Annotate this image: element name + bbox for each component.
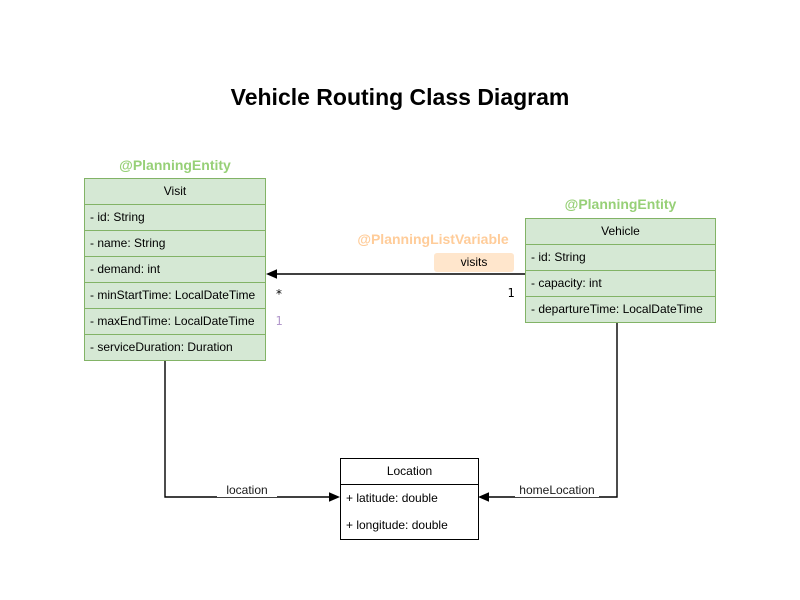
vehicle-attribute: - departureTime: LocalDateTime — [531, 302, 703, 316]
visits-multiplicity-at-visit: * — [275, 287, 283, 301]
visit-attribute: - maxEndTime: LocalDateTime — [85, 309, 265, 335]
visit-attribute: - minStartTime: LocalDateTime — [85, 283, 265, 309]
vehicle-attribute: - id: String — [526, 245, 715, 271]
location-attribute: + latitude: double — [346, 491, 438, 505]
class-location — [340, 458, 479, 540]
homelocation-edge-label: homeLocation — [515, 484, 599, 497]
visits-edge-label: visits — [434, 253, 514, 272]
visit-attribute: - name: String — [85, 231, 265, 257]
visits-multiplicity-at-vehicle: 1 — [507, 286, 515, 300]
location-association-line — [165, 361, 330, 497]
vehicle-attribute: - capacity: int — [526, 271, 715, 297]
class-vehicle-title: Vehicle — [526, 219, 715, 245]
location-edge-label: location — [217, 484, 277, 497]
class-visit-title: Visit — [85, 179, 265, 205]
location-attribute: + longitude: double — [346, 518, 448, 532]
class-location-title: Location — [341, 459, 478, 485]
planning-list-variable-annotation: @PlanningListVariable — [357, 231, 509, 247]
visit-attribute: - demand: int — [85, 257, 265, 283]
location-arrowhead-icon — [329, 492, 340, 502]
visit-attribute: - serviceDuration: Duration — [90, 340, 233, 354]
class-visit — [84, 178, 266, 361]
visits-arrowhead-icon — [266, 269, 277, 279]
visits-index-label: 1 — [275, 314, 283, 328]
vehicle-planning-entity-annotation: @PlanningEntity — [564, 196, 677, 212]
homelocation-arrowhead-icon — [478, 492, 489, 502]
visit-planning-entity-annotation: @PlanningEntity — [119, 157, 231, 173]
homelocation-association-line — [488, 322, 617, 497]
class-vehicle — [525, 218, 716, 323]
diagram-title: Vehicle Routing Class Diagram — [230, 84, 570, 110]
visit-attribute: - id: String — [85, 205, 265, 231]
